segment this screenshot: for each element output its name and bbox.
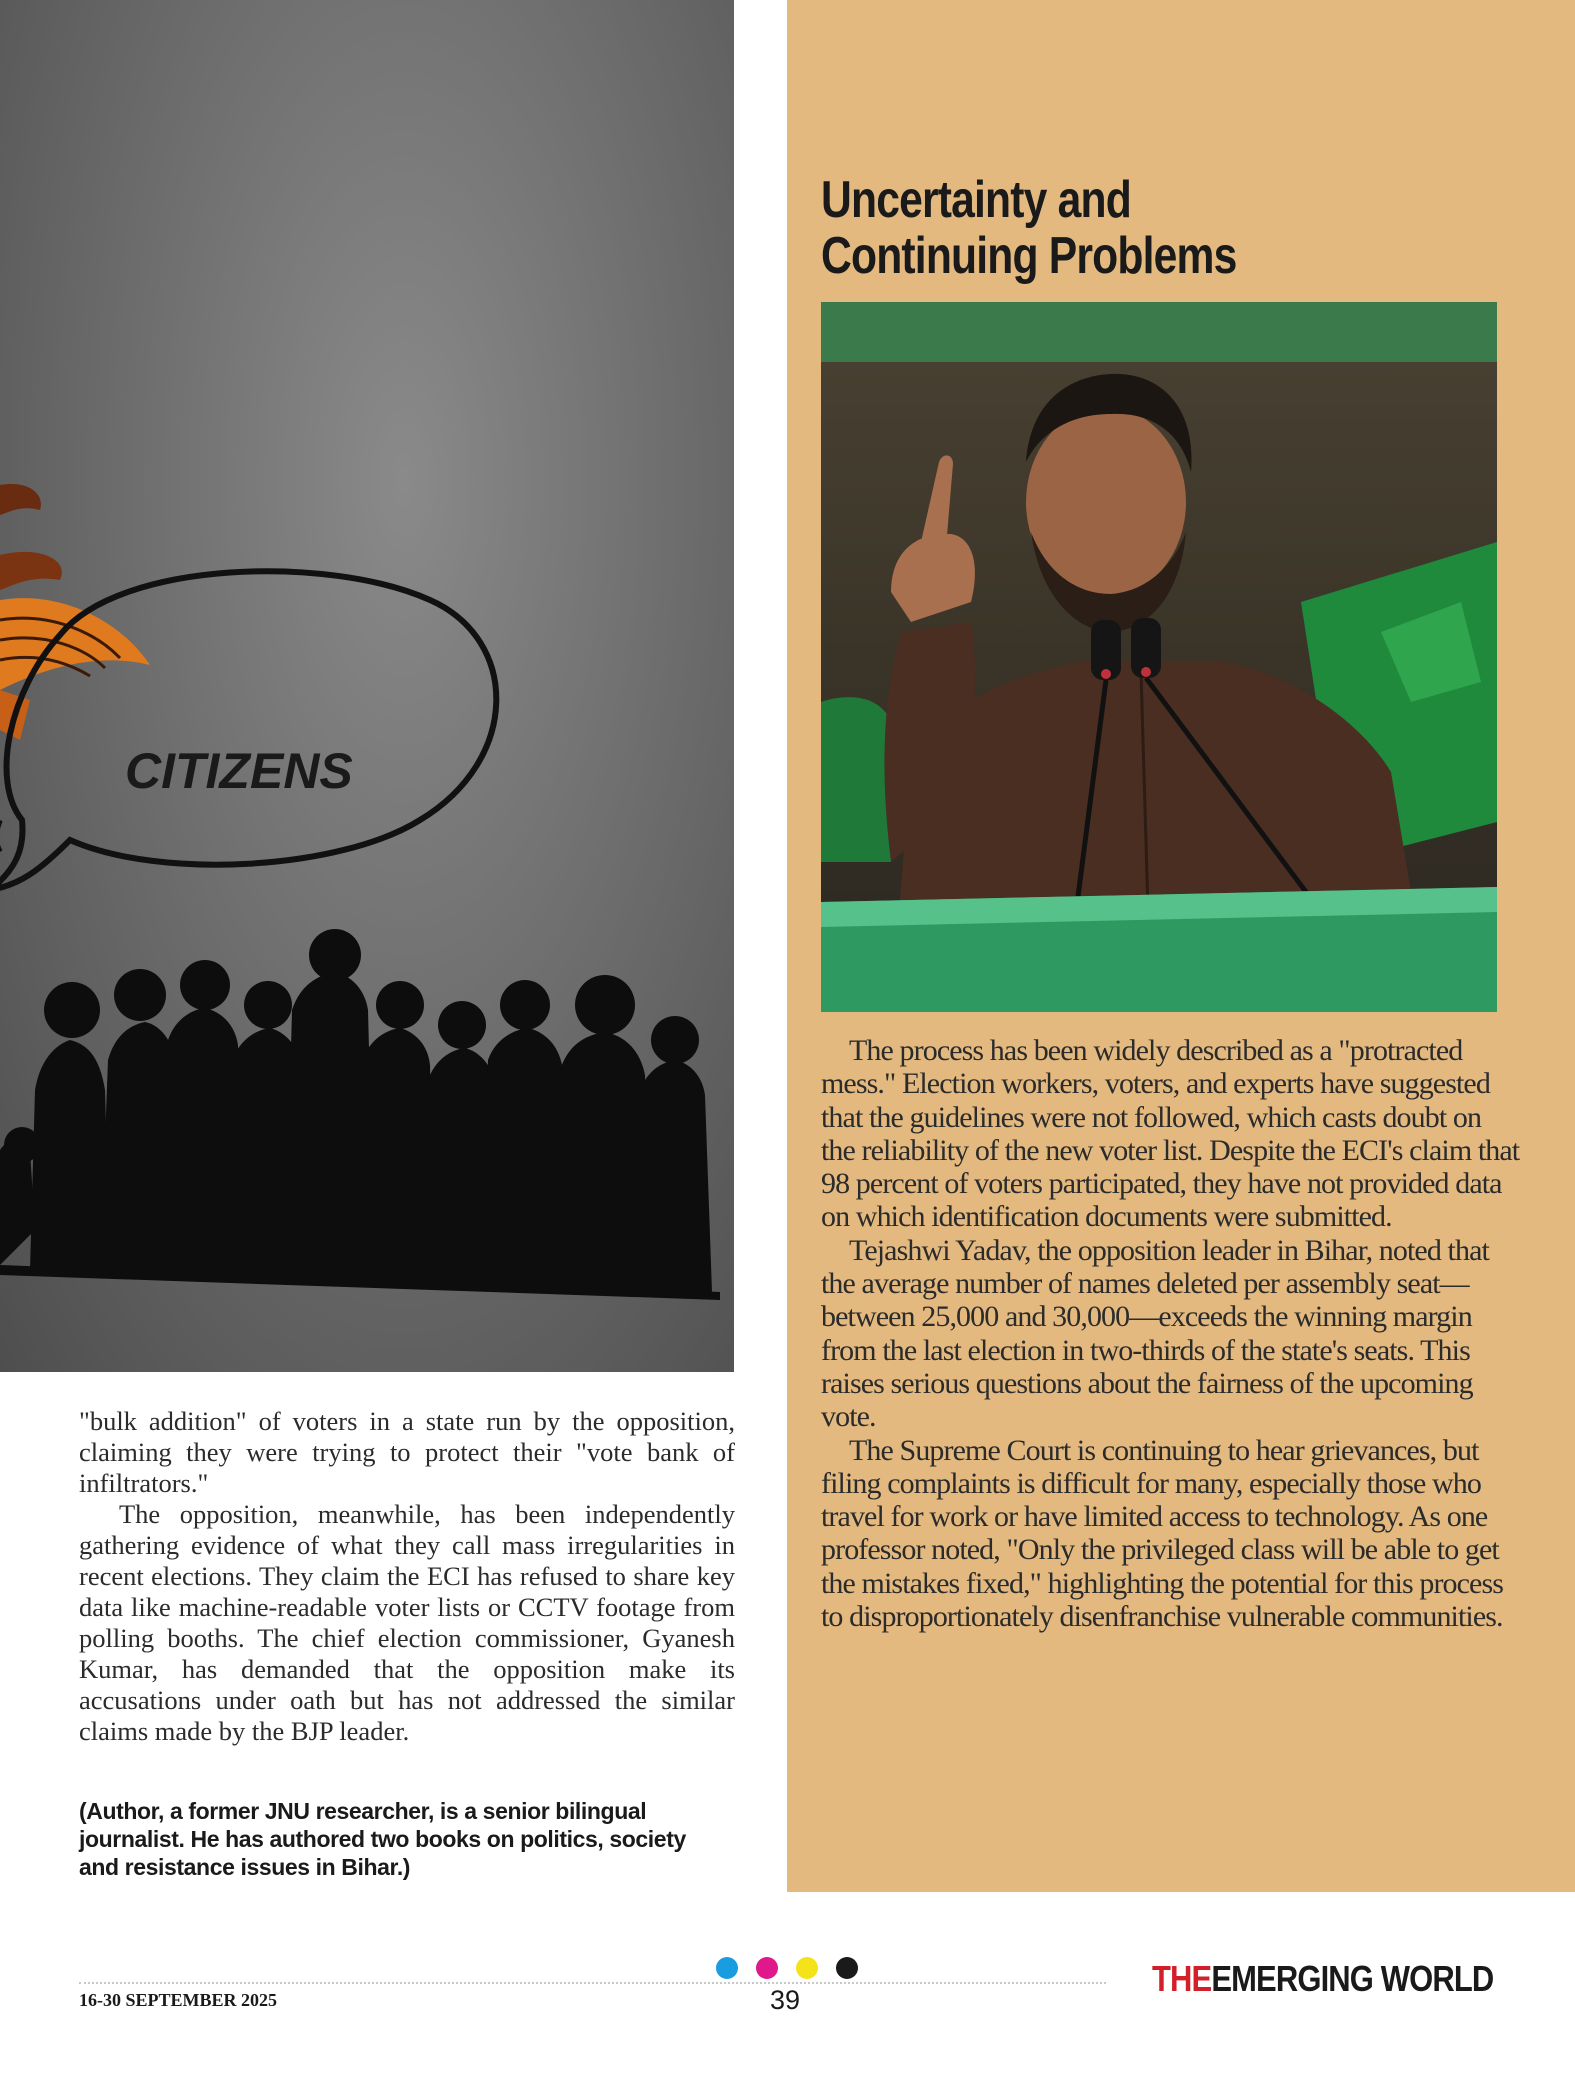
registration-dot-yellow xyxy=(796,1957,818,1979)
registration-dot-magenta xyxy=(756,1957,778,1979)
footer-divider xyxy=(79,1982,1106,1984)
citizens-illustration xyxy=(0,0,734,1372)
sidebar-paragraph: Tejashwi Yadav, the opposition leader in Bihar, noted that the average number of names deleted per assembly seat—between 25,000 and 30,000—exceeds the winning margin from the last election in two-thirds of the state's seats. This raises serious questions about the fairness of the upcoming vote. xyxy=(821,1233,1489,1434)
author-bio: (Author, a former JNU researcher, is a senior bilingual journalist. He has authored two books on politics, society and resistance issues in Bihar.) xyxy=(79,1798,686,1880)
illustration-artwork xyxy=(0,0,734,1372)
speaker-photo xyxy=(821,302,1497,1012)
sidebar-body xyxy=(821,1034,1521,1633)
crowd-silhouette xyxy=(0,929,720,1300)
logo-name: EMERGING WORLD xyxy=(1211,1958,1494,1999)
page-number: 39 xyxy=(769,1985,801,2015)
article-paragraph: The opposition, meanwhile, has been independently gathering evidence of what they call mass irregularities in recent elections. They claim the ECI has refused to share key data like machine-readable voter lists or CCTV footage from polling booths. The chief election commissioner, Gyanesh Kumar, has demanded that the opposition make its accusations under oath but has not addressed the similar claims made by the BJP leader. xyxy=(79,1499,735,1746)
registration-dot-cyan xyxy=(716,1957,738,1979)
sidebar-paragraph: The Supreme Court is continuing to hear grievances, but filing complaints is difficult for many, especially those who travel for work or have limited access to technology. As one professor noted, "Only the privileged class will be able to get the mistakes fixed," highlighting the potential for this process to disproportionately disenfranchise vulnerable communities. xyxy=(821,1433,1504,1634)
registration-dot-black xyxy=(836,1957,858,1979)
speaker-photo-graphic xyxy=(821,302,1497,1012)
issue-date: 16-30 SEPTEMBER 2025 xyxy=(79,1990,278,2010)
article-paragraph: "bulk addition" of voters in a state run by the opposition, claiming they were trying to protect their "vote bank of infiltrators." xyxy=(79,1406,735,1498)
article-body xyxy=(79,1406,735,1747)
registration-marks xyxy=(716,1957,876,1979)
sidebar-title-line1: Uncertainty and xyxy=(821,171,1131,229)
sidebar-title xyxy=(821,172,1395,284)
sidebar-box xyxy=(787,0,1575,1892)
citizens-label: CITIZENS xyxy=(125,743,353,799)
sidebar-title-line2: Continuing Problems xyxy=(821,227,1237,285)
sidebar-paragraph: The process has been widely described as a "protracted mess." Election workers, voters, and experts have suggested that the guidelines were not followed, which casts doubt on the reliability of the new voter list. Despite the ECI's claim that 98 percent of voters participated, they have not provided data on which identification documents were submitted. xyxy=(821,1034,1520,1234)
publication-logo xyxy=(1152,1958,1493,2000)
speech-bubble xyxy=(0,571,496,890)
logo-the: THE xyxy=(1152,1958,1212,1999)
